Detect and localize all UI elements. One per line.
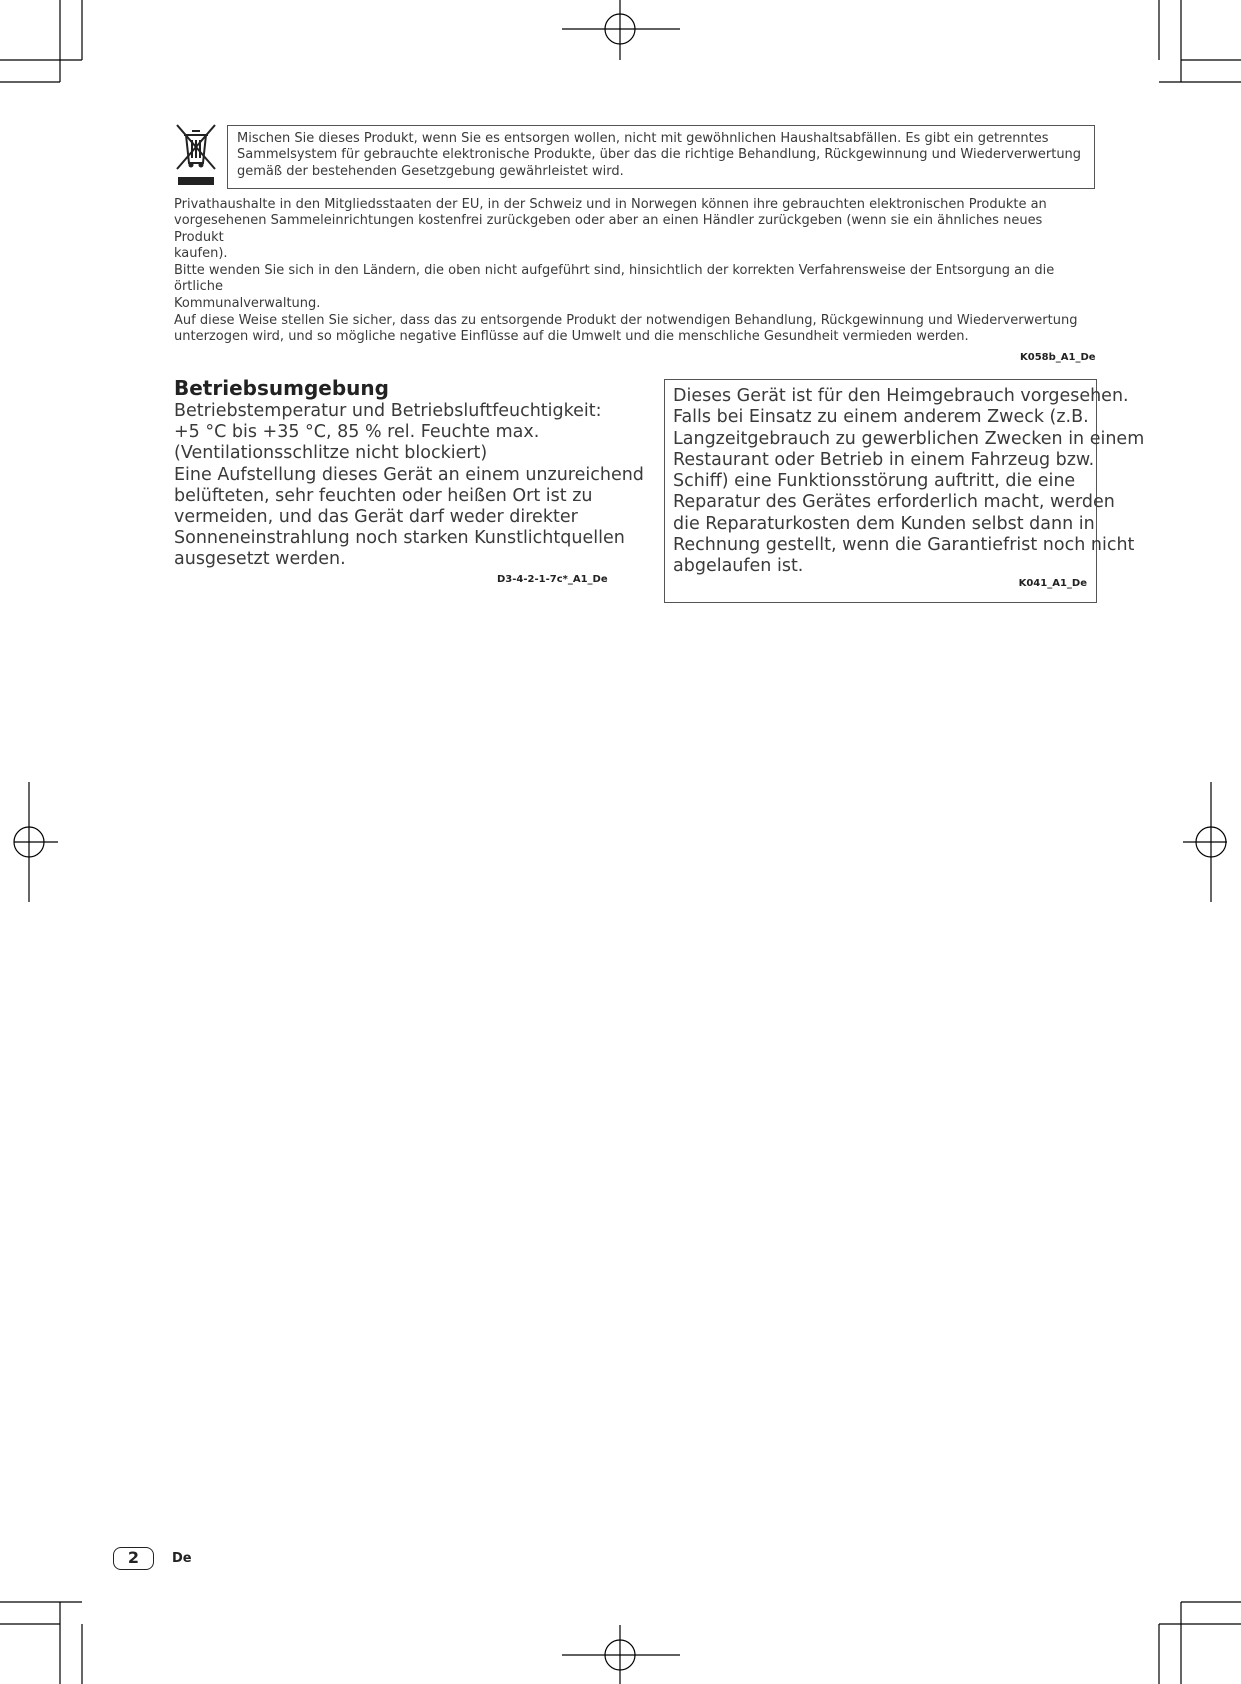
weee-notice-box <box>227 125 1095 189</box>
weee-paragraph-households <box>174 197 1096 263</box>
page-number: 2 <box>113 1547 154 1570</box>
home-use-line: Dieses Gerät ist für den Heimgebrauch vorgesehen. <box>673 386 1129 406</box>
environment-reference-code: D3-4-2-1-7c*_A1_De <box>497 574 608 585</box>
paragraph-line: Privathaushalte in den Mitgliedsstaaten der EU, in der Schweiz und in Norwegen können ihre gebrauchten elektronischen Produkte an <box>174 197 1047 212</box>
page-language: De <box>172 1551 192 1566</box>
paragraph-line: unterzogen wird, und so mögliche negative Einflüsse auf die Umwelt und die menschliche Gesundheit vermieden werden. <box>174 329 969 345</box>
crossed-out-wheelie-bin-icon <box>174 123 218 187</box>
environment-line: ausgesetzt werden. <box>174 549 346 570</box>
paragraph-line: kaufen). <box>174 246 228 262</box>
section-heading: Betriebsumgebung <box>174 376 389 400</box>
home-use-notice-box <box>664 379 1145 603</box>
weee-notice-line: gemäß der bestehenden Gesetzgebung gewährleistet wird. <box>237 163 624 179</box>
home-use-line: Reparatur des Gerätes erforderlich macht, werden <box>673 492 1115 513</box>
home-use-line: Restaurant oder Betrieb in einem Fahrzeug bzw. <box>673 449 1095 470</box>
home-use-line: Schiff) eine Funktionsstörung auftritt, die eine <box>673 471 1076 492</box>
environment-line: vermeiden, und das Gerät darf weder direkter <box>174 507 578 528</box>
paragraph-line: Bitte wenden Sie sich in den Ländern, die oben nicht aufgeführt sind, hinsichtlich der korrekten Verfahrensweise der Entsorgung an die örtliche <box>174 263 1055 295</box>
environment-line: Sonneneinstrahlung noch starken Kunstlichtquellen <box>174 528 625 549</box>
paragraph-line: Auf diese Weise stellen Sie sicher, dass das zu entsorgende Produkt der notwendigen Behandlung, Rückgewinnung und Wiederverwertung <box>174 313 1078 328</box>
home-use-line: Rechnung gestellt, wenn die Garantiefrist noch nicht <box>673 535 1135 556</box>
weee-paragraph-assurance <box>174 313 1096 346</box>
paragraph-line: Kommunalverwaltung. <box>174 295 321 311</box>
weee-notice-line: Sammelsystem für gebrauchte elektronische Produkte, über das die richtige Behandlung, Rückgewinnung und Wiederverwertung <box>237 147 1082 163</box>
paragraph-line: vorgesehenen Sammeleinrichtungen kostenfrei zurückgeben oder aber an einen Händler zurückgeben (wenn sie ein ähnliches neues Produkt <box>174 213 1043 245</box>
environment-line: belüfteten, sehr feuchten oder heißen Ort ist zu <box>174 485 593 506</box>
environment-line: +5 °C bis +35 °C, 85 % rel. Feuchte max. <box>174 422 540 443</box>
home-use-line: Langzeitgebrauch zu gewerblichen Zwecken in einem <box>673 428 1145 449</box>
home-use-line: abgelaufen ist. <box>673 556 804 577</box>
environment-line: Betriebstemperatur und Betriebsluftfeuchtigkeit: <box>174 401 602 421</box>
environment-line: (Ventilationsschlitze nicht blockiert) <box>174 443 488 464</box>
home-use-line: die Reparaturkosten dem Kunden selbst dann in <box>673 513 1095 534</box>
environment-text <box>174 401 644 571</box>
home-use-reference-code: K041_A1_De <box>1018 577 1087 589</box>
home-use-line: Falls bei Einsatz zu einem anderem Zweck (z.B. <box>673 407 1089 428</box>
weee-notice-line: Mischen Sie dieses Produkt, wenn Sie es entsorgen wollen, nicht mit gewöhnlichen Haushaltsabfällen. Es gibt ein getrenntes <box>237 131 1049 146</box>
weee-paragraph-other-countries <box>174 263 1096 312</box>
weee-reference-code: K058b_A1_De <box>1020 352 1096 363</box>
environment-line: Eine Aufstellung dieses Gerät an einem unzureichend <box>174 464 644 485</box>
